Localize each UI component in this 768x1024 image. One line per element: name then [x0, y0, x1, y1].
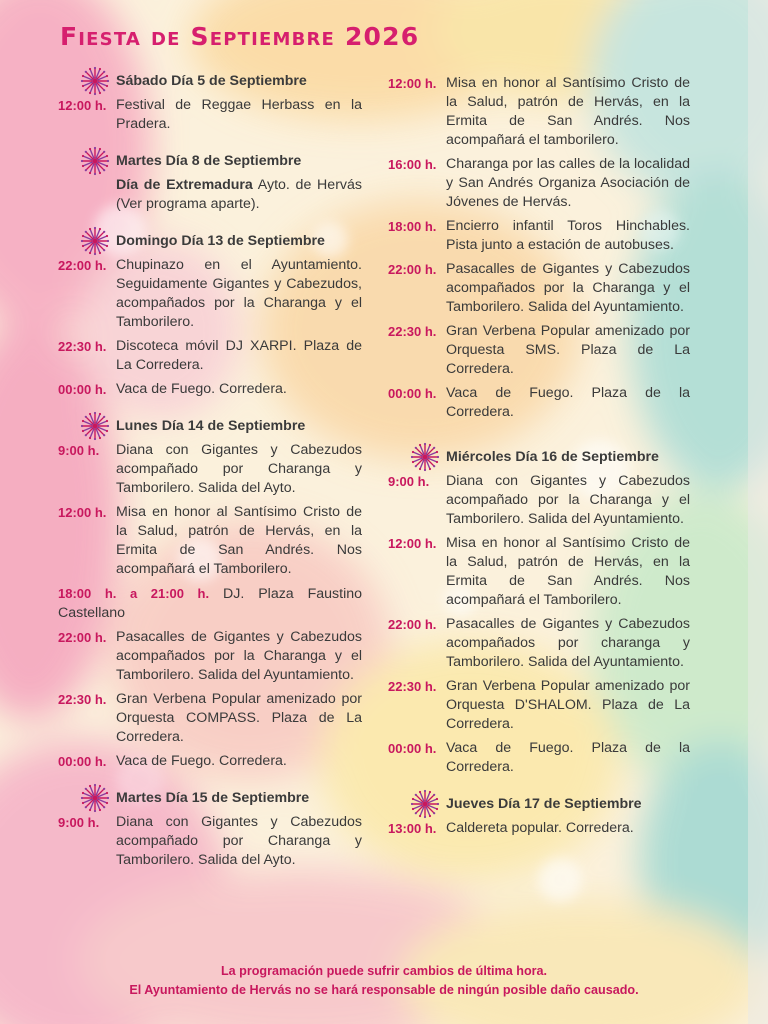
event-description: DJ. Plaza Faustino Castellano — [58, 586, 363, 621]
event-description: Diana con Gigantes y Cabezudos acompañado por Charanga y Tamborilero. Salida del Ayto. — [116, 814, 362, 868]
day-header — [80, 148, 362, 174]
event-description: Gran Verbena Popular amenizado por Orquesta D'SHALOM. Plaza de La Corredera. — [446, 678, 690, 732]
event-description: Caldereta popular. Corredera. — [446, 820, 634, 836]
disclaimer-line-1: La programación puede sufrir cambios de última hora. — [220, 964, 548, 978]
event-time: 00:00 h. — [58, 382, 107, 397]
event-item — [388, 322, 690, 379]
event-item — [388, 472, 690, 529]
event-item — [58, 628, 362, 685]
event-item — [388, 260, 690, 317]
day-header — [80, 413, 362, 439]
event-description: Vaca de Fuego. Corredera. — [116, 381, 287, 397]
event-description: Diana con Gigantes y Cabezudos acompañado por la Charanga y el Tamborilero. Salida del Ayuntamiento. — [446, 473, 690, 527]
event-item — [58, 441, 362, 498]
firework-flower-icon — [80, 783, 110, 813]
right-column — [388, 68, 690, 852]
event-time: 12:00 h. — [388, 76, 437, 91]
event-time: 22:00 h. — [58, 258, 107, 273]
event-time: 22:00 h. — [58, 630, 107, 645]
event-description: Gran Verbena Popular amenizado por Orquesta SMS. Plaza de La Corredera. — [446, 323, 690, 377]
day-block — [388, 791, 690, 838]
day-title: Jueves Día 17 de Septiembre — [446, 796, 642, 812]
event-description: Misa en honor al Santísimo Cristo de la Salud, patrón de Hervás, en la Ermita de San Andrés. Nos acompañará el Tamborilero. — [446, 535, 690, 608]
event-item — [58, 690, 362, 747]
disclaimer-line-2: El Ayuntamiento de Hervás no se hará responsable de ningún posible daño causado. — [129, 983, 639, 997]
firework-flower-icon — [80, 411, 110, 441]
event-description: Festival de Reggae Herbass en la Pradera. — [116, 97, 362, 132]
event-item — [388, 739, 690, 777]
event-item — [58, 337, 362, 375]
event-item — [388, 534, 690, 610]
day-header — [80, 68, 362, 94]
day-block — [58, 413, 362, 771]
event-time: 9:00 h. — [388, 474, 430, 489]
day-block — [58, 68, 362, 134]
event-time: 22:30 h. — [388, 324, 437, 339]
event-time: 00:00 h. — [388, 741, 437, 756]
day-title: Martes Día 8 de Septiembre — [116, 153, 302, 169]
event-time: 22:00 h. — [388, 617, 437, 632]
left-column — [58, 68, 362, 884]
event-time: 22:00 h. — [388, 262, 437, 277]
disclaimer-footer — [0, 962, 768, 1000]
event-item — [58, 503, 362, 579]
event-description: Vaca de Fuego. Plaza de la Corredera. — [446, 385, 690, 420]
event-time: 22:30 h. — [58, 339, 107, 354]
event-description: Vaca de Fuego. Corredera. — [116, 753, 287, 769]
event-item — [388, 155, 690, 212]
event-description: Pasacalles de Gigantes y Cabezudos acompañados por la Charanga y el Tamborilero. Salida del Ayuntamiento. — [116, 629, 362, 683]
event-item — [388, 384, 690, 422]
firework-flower-icon — [80, 146, 110, 176]
event-line — [58, 584, 362, 623]
day-title: Lunes Día 14 de Septiembre — [116, 418, 306, 434]
day-note-rest: Ayto. de Hervás (Ver programa aparte). — [116, 177, 362, 212]
event-description: Pasacalles de Gigantes y Cabezudos acompañados por charanga y Tamborilero. Salida del Ayuntamiento. — [446, 616, 690, 670]
event-description: Discoteca móvil DJ XARPI. Plaza de La Corredera. — [116, 338, 362, 373]
event-item — [58, 584, 362, 623]
day-block — [58, 228, 362, 399]
day-note — [58, 176, 362, 214]
event-time: 18:00 h. a 21:00 h. — [58, 586, 210, 601]
firework-flower-icon — [80, 226, 110, 256]
event-time: 18:00 h. — [388, 219, 437, 234]
event-item — [58, 813, 362, 870]
event-description: Misa en honor al Santísimo Cristo de la Salud, patrón de Hervás, en la Ermita de San Andrés. Nos acompañará el Tamborilero. — [116, 504, 362, 577]
event-time: 00:00 h. — [58, 754, 107, 769]
event-time: 12:00 h. — [58, 98, 107, 113]
event-description: Diana con Gigantes y Cabezudos acompañado por Charanga y Tamborilero. Salida del Ayto. — [116, 442, 362, 496]
day-note-text — [116, 176, 362, 214]
event-description: Chupinazo en el Ayuntamiento. Seguidamente Gigantes y Cabezudos, acompañados por la Charanga y el Tamborilero. — [116, 257, 362, 330]
firework-flower-icon — [410, 789, 440, 819]
event-time: 22:30 h. — [388, 679, 437, 694]
event-description: Misa en honor al Santísimo Cristo de la Salud, patrón de Hervás, en la Ermita de San Andrés. Nos acompañará el tamborilero. — [446, 75, 690, 148]
day-block — [388, 444, 690, 777]
day-block — [388, 74, 690, 422]
day-title: Sábado Día 5 de Septiembre — [116, 73, 307, 89]
day-header — [80, 785, 362, 811]
day-block — [58, 148, 362, 214]
day-header — [410, 791, 690, 817]
event-item — [58, 256, 362, 332]
event-time: 16:00 h. — [388, 157, 437, 172]
day-block — [58, 785, 362, 870]
event-time: 9:00 h. — [58, 443, 100, 458]
event-description: Charanga por las calles de la localidad y San Andrés Organiza Asociación de Jóvenes de Hervás. — [446, 156, 690, 210]
event-item — [58, 96, 362, 134]
day-title: Miércoles Día 16 de Septiembre — [446, 449, 659, 465]
event-time: 13:00 h. — [388, 821, 437, 836]
page-title: Fiesta de Septiembre 2026 — [60, 22, 420, 51]
event-description: Encierro infantil Toros Hinchables. Pista junto a estación de autobuses. — [446, 218, 690, 253]
day-note-bold: Día de Extremadura — [116, 177, 253, 193]
event-description: Vaca de Fuego. Plaza de la Corredera. — [446, 740, 690, 775]
day-title: Domingo Día 13 de Septiembre — [116, 233, 325, 249]
day-title: Martes Día 15 de Septiembre — [116, 790, 310, 806]
event-item — [388, 615, 690, 672]
event-description: Gran Verbena Popular amenizado por Orquesta COMPASS. Plaza de La Corredera. — [116, 691, 362, 745]
event-item — [388, 677, 690, 734]
day-header — [80, 228, 362, 254]
event-time: 12:00 h. — [58, 505, 107, 520]
event-time: 00:00 h. — [388, 386, 437, 401]
event-item — [388, 217, 690, 255]
day-header — [410, 444, 690, 470]
firework-flower-icon — [410, 442, 440, 472]
event-item — [388, 74, 690, 150]
event-item — [58, 752, 362, 771]
event-time: 22:30 h. — [58, 692, 107, 707]
firework-flower-icon — [80, 66, 110, 96]
event-item — [58, 380, 362, 399]
event-time: 9:00 h. — [58, 815, 100, 830]
event-time: 12:00 h. — [388, 536, 437, 551]
event-item — [388, 819, 690, 838]
event-description: Pasacalles de Gigantes y Cabezudos acompañados por la Charanga y el Tamborilero. Salida del Ayuntamiento. — [446, 261, 690, 315]
